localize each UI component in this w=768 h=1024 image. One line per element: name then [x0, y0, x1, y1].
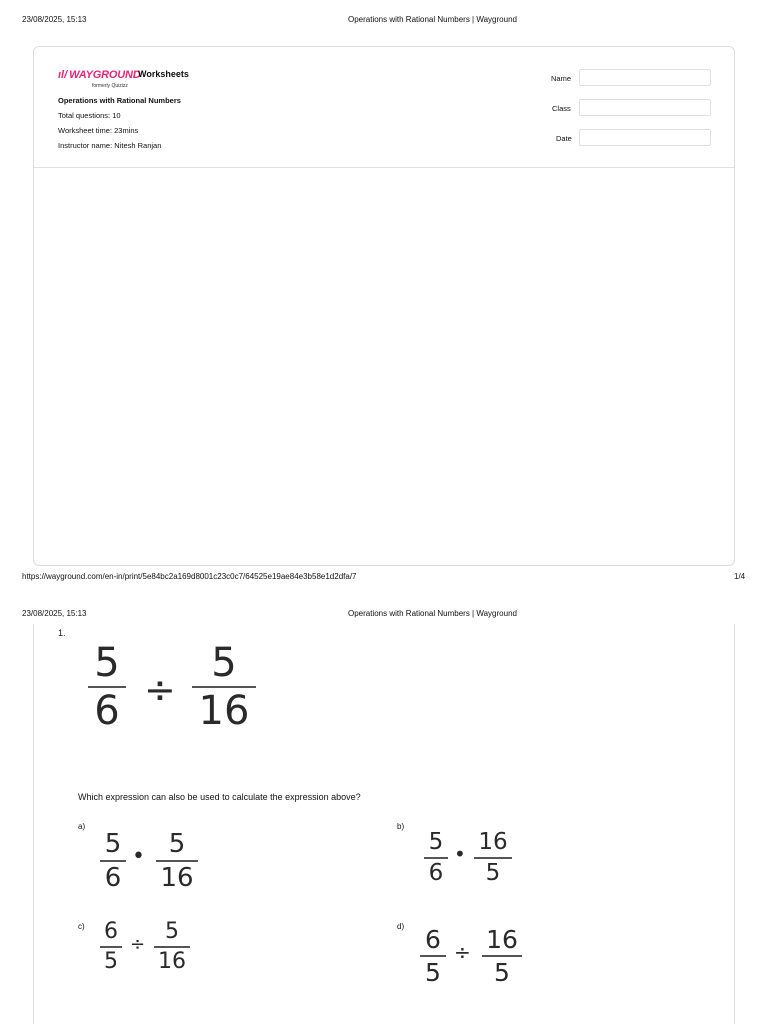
fraction	[100, 918, 122, 976]
name-label: Name	[551, 74, 572, 83]
class-label: Class	[552, 104, 571, 113]
denominator: 6	[94, 688, 120, 734]
fraction	[100, 828, 126, 894]
fraction	[420, 924, 446, 988]
worksheet-title: Operations with Rational Numbers	[58, 96, 181, 105]
print-datetime-page2: 23/08/2025, 15:13	[22, 609, 87, 618]
denominator: 6	[428, 860, 444, 886]
denominator: 5	[104, 949, 118, 974]
numerator: 5	[165, 919, 179, 944]
option-c-letter: c)	[78, 922, 85, 931]
total-questions: Total questions: 10	[58, 111, 121, 120]
numerator: 6	[425, 925, 441, 954]
divide-operator: ÷	[144, 668, 176, 712]
wayground-mark-icon: ıl/	[58, 69, 68, 81]
wayground-logo	[58, 65, 141, 89]
instructor-name: Instructor name: Nitesh Ranjan	[58, 141, 162, 150]
fraction	[424, 828, 448, 888]
divide-operator: ÷	[454, 940, 471, 964]
logo-brand: WAYGROUND	[69, 69, 141, 81]
option-d[interactable]	[420, 924, 540, 994]
fraction	[88, 640, 126, 734]
numerator: 16	[486, 925, 518, 954]
option-a-letter: a)	[78, 822, 86, 831]
denominator: 5	[485, 860, 501, 886]
worksheets-label: Worksheets	[138, 69, 189, 79]
denominator: 16	[160, 863, 194, 893]
fraction	[482, 924, 522, 988]
option-a[interactable]	[98, 828, 218, 898]
print-url: https://wayground.com/en-in/print/5e84bc2a169d8001c23c0c7/64525e19ae84e3b58e1d2dfa/7	[22, 572, 357, 581]
date-label: Date	[556, 134, 572, 143]
class-field[interactable]	[579, 99, 711, 116]
print-title-page2: Operations with Rational Numbers | Wayground	[348, 609, 517, 618]
name-field[interactable]	[579, 69, 711, 86]
question-number: 1.	[58, 628, 66, 638]
question-expression	[84, 640, 284, 750]
denominator: 6	[104, 863, 122, 893]
page-number: 1/4	[734, 572, 746, 581]
question-prompt: Which expression can also be used to calculate the expression above?	[78, 792, 361, 802]
denominator: 16	[158, 949, 186, 974]
option-c[interactable]	[100, 918, 210, 982]
fraction	[192, 640, 256, 734]
denominator: 5	[494, 958, 510, 987]
print-title: Operations with Rational Numbers | Wayground	[348, 15, 517, 24]
fraction	[154, 918, 190, 976]
numerator: 5	[104, 829, 122, 859]
fraction	[474, 828, 512, 888]
option-d-letter: d)	[397, 922, 405, 931]
logo-subtitle: formerly Quizizz	[92, 83, 128, 89]
denominator: 5	[425, 958, 441, 987]
numerator: 5	[211, 640, 237, 686]
worksheet-header-card	[33, 46, 735, 566]
numerator: 5	[428, 829, 444, 855]
option-b[interactable]	[424, 828, 534, 892]
print-datetime: 23/08/2025, 15:13	[22, 15, 87, 24]
divider	[34, 167, 734, 168]
multiply-operator: •	[454, 842, 466, 866]
numerator: 5	[168, 829, 186, 859]
numerator: 6	[104, 919, 118, 944]
multiply-operator: •	[132, 844, 145, 869]
divide-operator: ÷	[130, 934, 146, 955]
numerator: 16	[478, 829, 508, 855]
denominator: 16	[198, 688, 250, 734]
worksheet-time: Worksheet time: 23mins	[58, 126, 139, 135]
fraction	[156, 828, 198, 894]
date-field[interactable]	[579, 129, 711, 146]
numerator: 5	[94, 640, 120, 686]
option-b-letter: b)	[397, 822, 405, 831]
